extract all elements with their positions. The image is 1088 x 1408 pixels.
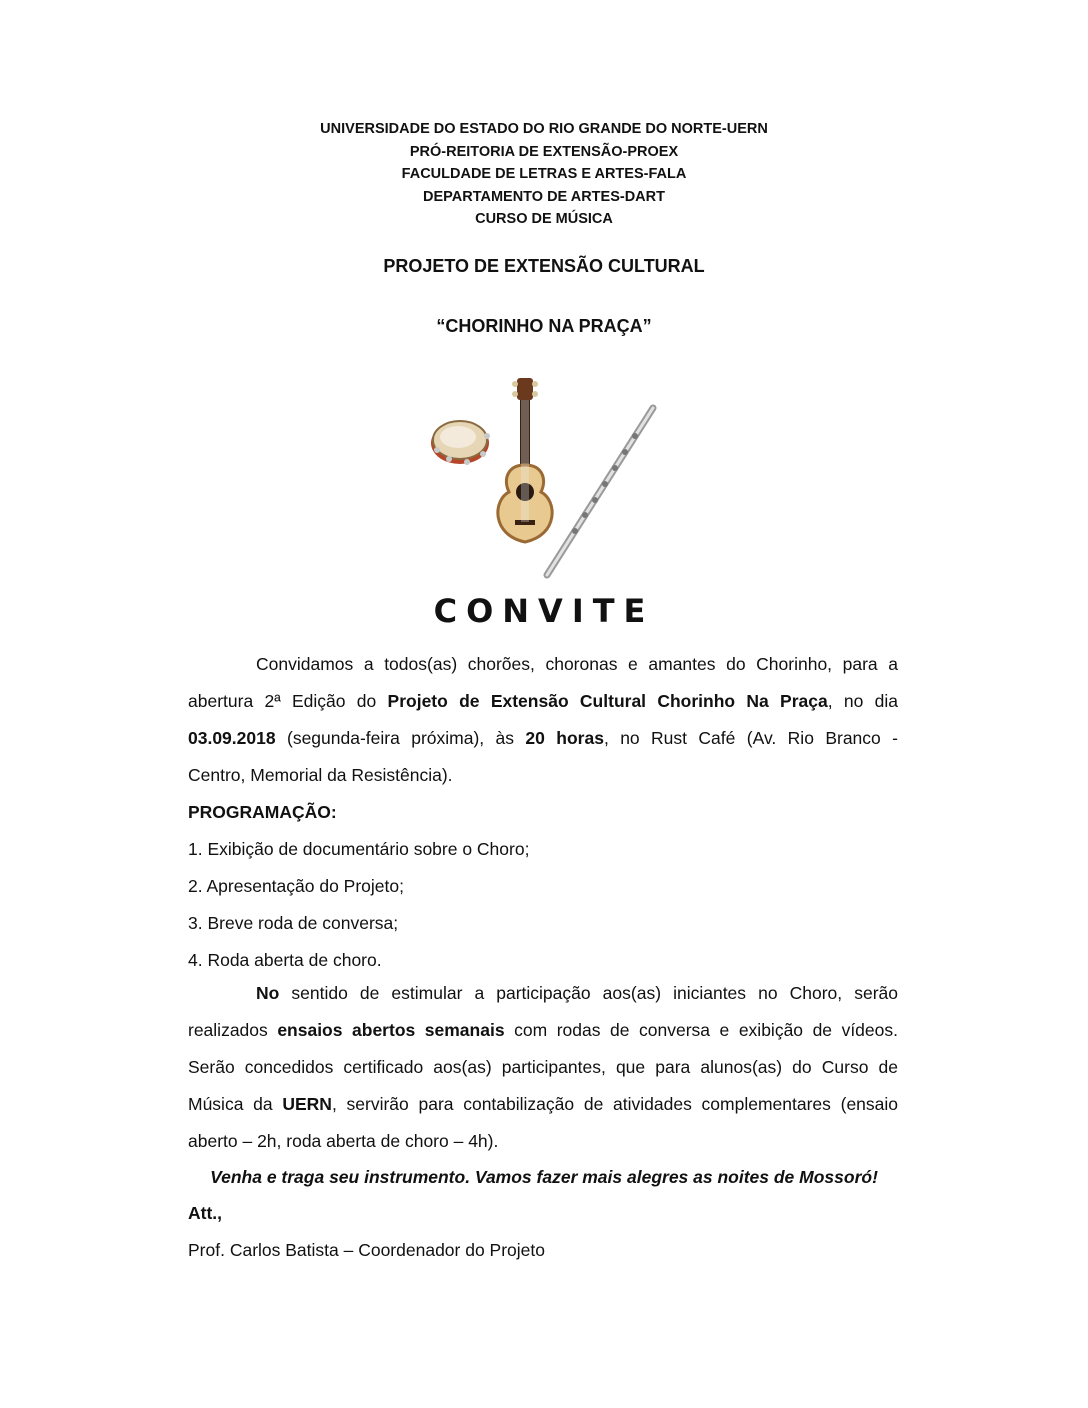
intro-line-4: Centro, Memorial da Resistência). xyxy=(188,765,453,785)
intro-line-2 xyxy=(188,683,898,720)
program-item-3: 3. Breve roda de conversa; xyxy=(188,913,399,933)
program-item-2: 2. Apresentação do Projeto; xyxy=(188,876,404,896)
intro-paragraph xyxy=(188,646,898,794)
para2-line-5: aberto – 2h, roda aberta de choro – 4h). xyxy=(188,1131,499,1151)
intro-text: , no dia xyxy=(827,691,898,711)
para-text: sentido de estimular a participação aos(as) iniciantes no Choro, serão xyxy=(279,983,898,1003)
convite-heading: CONVITE xyxy=(433,592,655,630)
header-line-proex: PRÓ-REITORIA DE EXTENSÃO-PROEX xyxy=(409,143,679,160)
program-section xyxy=(188,794,898,979)
flute-icon xyxy=(547,408,653,575)
header-line-fala: FACULDADE DE LETRAS E ARTES-FALA xyxy=(401,166,687,182)
para-text: realizados xyxy=(188,1020,278,1040)
para-text: , servirão para contabilização de atividades complementares (ensaio xyxy=(331,1094,899,1114)
second-paragraph xyxy=(188,975,898,1160)
uern-bold: UERN xyxy=(282,1094,332,1114)
para2-line-1 xyxy=(188,975,898,1012)
para2-line-4 xyxy=(188,1086,898,1123)
intro-text: abertura 2ª Edição do xyxy=(188,691,388,711)
project-title: PROJETO DE EXTENSÃO CULTURAL xyxy=(383,256,705,276)
signature-name: Prof. Carlos Batista – Coordenador do Projeto xyxy=(188,1240,545,1260)
event-date: 03.09.2018 xyxy=(188,728,276,748)
program-item-1: 1. Exibição de documentário sobre o Choro; xyxy=(188,839,530,859)
intro-line-3 xyxy=(188,720,898,757)
para-text: Música da xyxy=(188,1094,283,1114)
att-label: Att., xyxy=(188,1203,223,1223)
intro-text: (segunda-feira próxima), às xyxy=(275,728,526,748)
header-line-university: UNIVERSIDADE DO ESTADO DO RIO GRANDE DO NORTE-UERN xyxy=(320,121,768,137)
pandeiro-icon xyxy=(431,421,490,465)
program-item-4: 4. Roda aberta de choro. xyxy=(188,950,382,970)
event-time: 20 horas xyxy=(525,728,604,748)
header-line-curso: CURSO DE MÚSICA xyxy=(475,211,613,227)
para2-line-3: Serão concedidos certificado aos(as) participantes, que para alunos(as) do Curso de xyxy=(188,1057,898,1077)
header-line-dart: DEPARTAMENTO DE ARTES-DART xyxy=(423,188,665,205)
institution-header xyxy=(0,118,1088,231)
project-name: “CHORINHO NA PRAÇA” xyxy=(436,316,652,336)
cavaquinho-icon xyxy=(498,378,552,542)
program-heading: PROGRAMAÇÃO: xyxy=(188,802,337,822)
para2-line-2 xyxy=(188,1012,898,1049)
signature-block xyxy=(188,1195,898,1269)
rehearsals-bold: ensaios abertos semanais xyxy=(277,1020,505,1040)
closing-invitation: Venha e traga seu instrumento. Vamos fazer mais alegres as noites de Mossoró! xyxy=(210,1167,878,1187)
intro-text: , no Rust Café (Av. Rio Branco - xyxy=(603,728,898,748)
project-name-bold: Projeto de Extensão Cultural Chorinho Na Praça xyxy=(387,691,828,711)
para-text: com rodas de conversa e exibição de vídeos. xyxy=(504,1020,898,1040)
para-text-bold: No xyxy=(256,983,280,1003)
intro-line-1: Convidamos a todos(as) chorões, choronas e amantes do Chorinho, para a xyxy=(256,654,898,674)
instruments-illustration xyxy=(425,370,665,585)
